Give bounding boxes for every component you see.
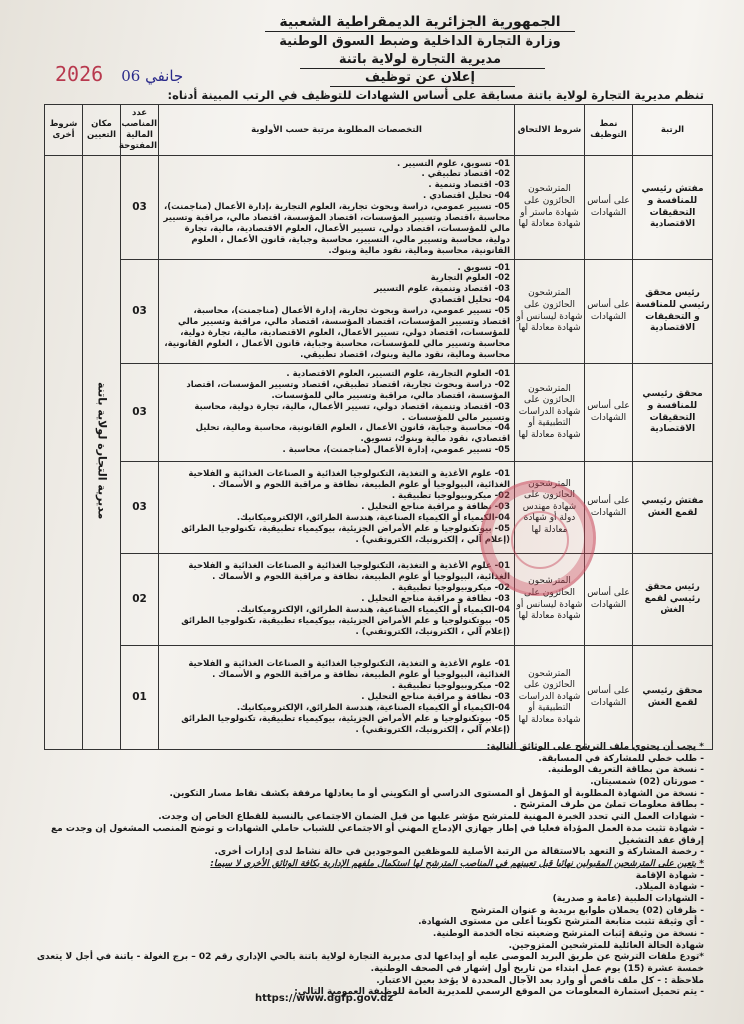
remark: ملاحظة : - كل ملف ناقص أو وارد بعد الآجال المحددة لا يؤخذ بعين الاعتبار. [376, 975, 704, 986]
table-row [45, 260, 713, 364]
document-item: - صورتان (02) شمسيتان. [590, 777, 704, 788]
download-note: - يتم تحميل استمارة المعلومات من الموقع الرسمي للمديرية العامة للوظيفة العمومية التالي: [294, 987, 704, 998]
header-specialties: التخصصات المطلوبة مرتبة حسب الأولوية [159, 105, 515, 156]
specialty-item: 03- نظافة و مراقبة مناجع التحليل . [361, 692, 510, 703]
header-place: مكان التعيين [83, 105, 121, 156]
final-document-item: - نسخة من وثيقة إثبات المترشح وضعيته تجاه الخدمة الوطنية. [432, 929, 704, 939]
header-conditions: شروط الالتحاق [515, 105, 585, 156]
documents-note: * يتعين على المترشحين المقبولين نهائيا قبل تعيينهم في المناصب المترشح لها استكمال ملفهم الإدارية بكافة الوثائق الأخرى لا سيما: [210, 858, 704, 869]
specialty-item: 05- بيوتكنولوجيا و علم الأمراض الجزيئية، بيوكيمياء تطبيقية، تكنولوجيا الطرائق (إعلام آلي ، الكترونيك، الكتروتقني) . [181, 615, 510, 637]
conditions-cell: المترشحون الحائزون على شهادة الدراسات التطبيقية أو شهادة معادلة لها [515, 646, 585, 750]
header-mode: نمط التوظيف [585, 105, 633, 156]
table-header-row [45, 105, 713, 156]
positions-cell: 03 [121, 364, 159, 462]
table-row [45, 156, 713, 260]
specialties-cell [159, 554, 515, 646]
rank-cell: رئيس محقق رئيسي لقمع الغش [633, 554, 713, 646]
republic-header: الجمهورية الجزائرية الديمقراطية الشعبية [279, 14, 561, 30]
official-seal [480, 480, 596, 596]
document-item: - طلب خطي للمشاركة في المسابقة. [538, 753, 704, 764]
header-other: شروط أخرى [45, 105, 83, 156]
table-row [45, 646, 713, 750]
specialty-item: 03- اقتصاد وتنمية، اقتصاد دولي، تسيير الأعمال، مالية، تجارة دولية، محاسبة وتسيير مالي للمؤسسات . [194, 401, 510, 423]
specialty-item: 02- العلوم التجارية [430, 273, 510, 284]
directorate-header: مديرية التجارة لولاية باتنة [338, 52, 502, 67]
conditions-cell: المترشحون الحائزون على شهادة مهندس دولة أو شهادة معادلة لها [515, 462, 585, 554]
specialties-cell [159, 156, 515, 260]
specialty-item: 05- بيوتكنولوجيا و علم الأمراض الجزيئية، بيوكيمياء تطبيقية، تكنولوجيا الطرائق (إعلام آلي ، إلكترونيك، الكتروتقني) . [181, 523, 510, 545]
conditions-cell: المترشحون الحائزون على شهادة الدراسات التطبيقية أو شهادة معادلة لها [515, 364, 585, 462]
positions-cell: 01 [121, 646, 159, 750]
specialty-item: 03- نظافة و مراقبة مناجع التحليل . [361, 594, 510, 605]
table-row [45, 554, 713, 646]
specialties-cell [159, 462, 515, 554]
specialties-cell [159, 646, 515, 750]
specialty-item: 03- اقتصاد وتنمية . [428, 180, 510, 191]
document-item: - نسخة من الشهادة المطلوبة أو المؤهل أو المستوى الدراسي أو التكويني أو ما يعادلها مرفقة بكشف نقاط مسار التكوين. [169, 788, 704, 799]
final-document-item: - أي وثيقة تثبت متابعة المترشح تكوينا أعلى من مستوى الشهادة. [418, 917, 704, 928]
specialty-item: 01- علوم الأغذية و التغذية، التكنولوجيا الغذائية و الصناعات الغذائية و الفلاحية الغذائية، البيولوجيا أو علوم الطبيعة، نظافة و مراقبة اللحوم و الأسماك . [188, 469, 510, 491]
conditions-cell: المترشحون الحائزون على شهادة ليسانس أو شهادة معادلة لها [515, 554, 585, 646]
rank-cell: محقق رئيسي لقمع الغش [633, 646, 713, 750]
specialty-item: 04-الكيمياء أو الكيمياء الصناعية، هندسة الطرائق، الإلكتروميكانيك. [236, 512, 510, 523]
specialty-item: 01- تسويق، علوم التسيير . [397, 158, 510, 169]
specialty-item: 01- تسويق . [457, 262, 510, 273]
final-document-item: - شهادة الإقامة [635, 870, 704, 881]
ministry-header: وزارة التجارة الداخلية وضبط السوق الوطنية [279, 34, 561, 49]
positions-cell: 03 [121, 462, 159, 554]
specialty-item: 05- بيوتكنولوجيا و علم الأمراض الجزيئية، بيوكيمياء تطبيقية، تكنولوجيا الطرائق (إعلام آلي ، إلكترونيك، الكتروتقني) . [181, 713, 510, 735]
deposit-instructions: *تودع ملفات الترشح عن طريق البريد الموصى عليه أو إيداعها لدى مديرية التجارة لولاية باتنة بالحي الإداري رقم 02 – برج الغولة - باتنة في أجل لا يتعدى خمسة عشرة (15) يوم عمل ابتداء من تاريخ أول إشهار في الصحف الوطنية. [36, 952, 704, 975]
document-item: - شهادة تثبت مدة العمل المؤداة فعليا في إطار جهازي الإدماج المهني أو الاجتماعي للشباب حاملي الشهادات و توضح المنصب المشغول إن وجدت مع إرفاق عقد التشغيل [50, 823, 704, 846]
mode-cell: على أساس الشهادات [585, 364, 633, 462]
specialties-cell [159, 364, 515, 462]
header-rank: الرتبة [633, 105, 713, 156]
rank-cell: محقق رئيسي للمنافسة و التحقيقات الاقتصادية [633, 364, 713, 462]
positions-cell: 03 [121, 156, 159, 260]
final-document-item: شهادة الحالة العائلية للمترشحين المتزوجين. [508, 940, 704, 951]
specialties-cell [159, 260, 515, 364]
mode-cell: على أساس الشهادات [585, 646, 633, 750]
directorate-underline [300, 68, 545, 69]
documents-title: * يجب أن يحتوي ملف الترشح على الوثائق التالية: [486, 742, 704, 752]
announcement-underline [330, 86, 515, 87]
rank-cell: رئيس محقق رئيسي للمنافسة و التحقيقات الاقتصادية [633, 260, 713, 364]
final-document-item: - ظرفان (02) يحملان طوابع بريدية و عنوان المترشح [470, 905, 704, 916]
specialty-item: 04- محاسبة وجباية، قانون الأعمال ، العلوم القانونية، محاسبة ومالية، تحليل اقتصادي، نقود مالية وبنوك، تسويق. [195, 423, 510, 445]
positions-cell: 02 [121, 554, 159, 646]
dgfp-link[interactable]: https://www.dgfp.gov.dz [255, 993, 394, 1004]
final-document-item: - شهادة الميلاد. [634, 882, 704, 893]
mode-cell: على أساس الشهادات [585, 260, 633, 364]
specialty-item: 02- ميكروبيولوجيا تطبيقية . [391, 583, 510, 594]
specialty-item: 02- ميكروبيولوجيا تطبيقية . [391, 681, 510, 692]
place-cell [83, 156, 121, 750]
table-row [45, 364, 713, 462]
date-stamp [55, 62, 183, 86]
positions-table [44, 104, 713, 750]
specialty-item: 03- اقتصاد وتنمية، علوم التسيير [374, 284, 510, 295]
conditions-cell: المترشحون الحائزون على شهادة ليسانس أو شهادة معادلة لها [515, 260, 585, 364]
specialty-item: 04-الكيمياء أو الكيمياء الصناعية، هندسة الطرائق، الإلكتروميكانيك. [236, 702, 510, 713]
specialty-item: 04- تحليل اقتصادي [429, 295, 510, 306]
specialty-item: 04-الكيمياء أو الكيمياء الصناعية، هندسة الطرائق، الإلكتروميكانيك. [236, 604, 510, 615]
specialty-item: 03- نظافة و مراقبة مناجع التحليل . [361, 502, 510, 513]
specialty-item: 02- اقتصاد تطبيقي . [421, 169, 510, 180]
rank-cell: مفتش رئيسي لقمع الغش [633, 462, 713, 554]
place-text: مديرية التجارة لولاية باتنة [95, 381, 109, 520]
intro-text: تنظم مديرية التجارة لولاية باتنة مسابقة على أساس الشهادات للتوظيف في الرتب المبينة أدناه: [167, 88, 704, 102]
specialty-item: 01- علوم الأغذية و التغذية، التكنولوجيا الغذائية و الصناعات الغذائية و الفلاحية الغذائية، البيولوجيا أو علوم الطبيعة، نظافة و مراقبة اللحوم و الأسماك . [188, 659, 510, 681]
specialty-item: 02- دراسة وبحوث تجارية، اقتصاد تطبيقي، اقتصاد وتسيير المؤسسات، اقتصاد المؤسسة، اقتصاد مالي، مراقبة وتسيير مالي للمؤسسات. [186, 379, 510, 401]
mode-cell: على أساس الشهادات [585, 554, 633, 646]
mode-cell: على أساس الشهادات [585, 462, 633, 554]
mode-cell: على أساس الشهادات [585, 156, 633, 260]
final-document-item: - الشهادات الطبية (عامة و صدرية) [552, 893, 704, 904]
specialty-item: 01- علوم الأغذية و التغذية، التكنولوجيا الغذائية و الصناعات الغذائية و الفلاحية الغذائية، البيولوجيا أو علوم الطبيعة، نظافة و مراقبة اللحوم و الأسماك . [188, 561, 510, 583]
table-row [45, 462, 713, 554]
rank-cell: مفتش رئيسي للمنافسة و التحقيقات الاقتصادية [633, 156, 713, 260]
header-positions: عدد المناصب المالية المفتوحة [121, 105, 159, 156]
specialty-item: 02- ميكروبيولوجيا تطبيقية . [391, 491, 510, 502]
document-item: - نسخة من بطاقة التعريف الوطنية. [547, 765, 704, 776]
header-underline [265, 31, 575, 32]
document-item: - رخصة المشاركة و التعهد بالاستقالة من الرتبة الأصلية للموظفين الموجودين في حالة نشاط لدى إدارات أخرى. [214, 847, 704, 858]
date-stamp-year: 2026 [55, 62, 104, 86]
specialty-item: 05- تسيير عمومي، إدارة الأعمال (مناجمنت)، محاسبة . [282, 445, 510, 456]
other-conditions-cell [45, 156, 83, 750]
document-item: - شهادات العمل التي تحدد الخبرة المهنية للمترشح مؤشر عليها من قبل الضمان الاجتماعي بالنسبة للقطاع الخاص إن وجدت. [158, 812, 704, 823]
required-documents [24, 742, 704, 999]
specialty-item: 01- العلوم التجارية، علوم التسيير، العلوم الاقتصادية . [286, 369, 510, 379]
official-seal-center [511, 511, 569, 569]
specialty-item: 05- تسيير عمومي، دراسة وبحوث تجارية، العلوم التجارية ،إدارة الأعمال (مناجمنت)، محاسبة ،اقتصاد وتسيير المؤسسات، اقتصاد المؤسسة، اقتصاد مالي، مراقبة وتسيير مالي للمؤسسات، اقتصاد دولي، تسيير الأعمال، العلوم الاقتصادية، مالية، تجارة دولية، محاسبة وتسيير مالي، التسيير، محاسبة وجباية، قانون الأعمال ، العلوم القانونية، محاسبة ومالية، نقود مالية وبنوك. [163, 202, 510, 256]
announcement-title: إعلان عن توظيف [365, 70, 475, 85]
specialty-item: 05- تسيير عمومي، دراسة وبحوث تجارية، إدارة الأعمال (مناجمنت)، محاسبة، اقتصاد وتسيير المؤسسات، اقتصاد المؤسسة، اقتصاد مالي، مراقبة وتسيير مالي للمؤسسات، اقتصاد دولي، تسيير الأعمال، العلوم الاقتصادية، مالية، تجارة دولية، محاسبة وتسيير مالي للمؤسسات، محاسبة وجباية، قانون الأعمال ، العلوم القانونية، محاسبة ومالية، نقود مالية وبنوك، اقتصاد تطبيقي. [164, 306, 510, 360]
positions-cell: 03 [121, 260, 159, 364]
conditions-cell: المترشحون الحائزون على شهادة ماستر أو شهادة معادلة لها [515, 156, 585, 260]
specialty-item: 04- تحليل اقتصادي . [423, 191, 510, 202]
date-handwritten: جانفي 06 [121, 67, 184, 85]
document-item: - بطاقة معلومات تملئ من طرف المترشح . [513, 800, 704, 811]
